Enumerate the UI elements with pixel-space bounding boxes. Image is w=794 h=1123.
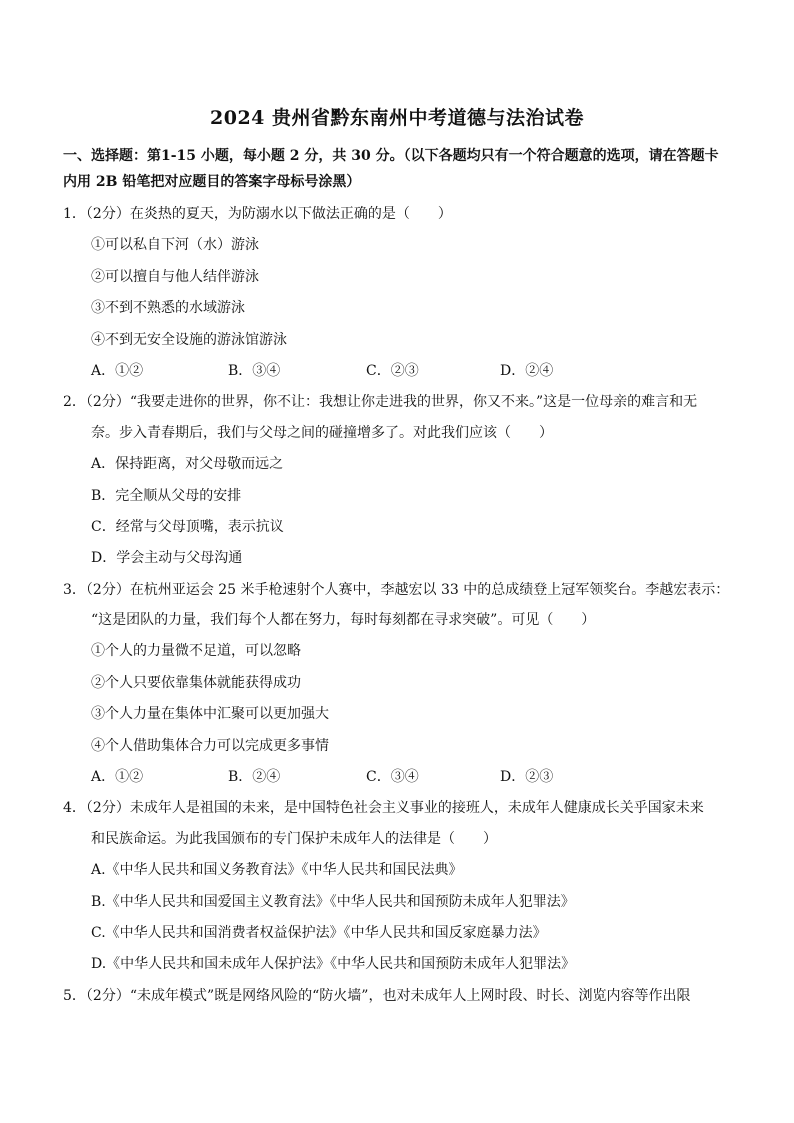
question-4-stem-line2: 和民族命运。为此我国颁布的专门保护未成年人的法律是（ ） [91,831,497,847]
question-1-option-c: C．②③ [366,363,419,379]
question-2-option-d: D．学会主动与父母沟通 [91,550,243,566]
question-4-option-d: D.《中华人民共和国未成年人保护法》《中华人民共和国预防未成年人犯罪法》 [91,956,576,972]
question-2-stem-line2: 奈。步入青春期后，我们与父母之间的碰撞增多了。对此我们应该（ ） [91,425,553,441]
question-4-option-c: C.《中华人民共和国消费者权益保护法》《中华人民共和国反家庭暴力法》 [91,925,547,941]
question-1-item: ②可以擅自与他人结伴游泳 [91,269,259,285]
question-3-item: ①个人的力量微不足道，可以忽略 [91,643,301,659]
question-1-item: ③不到不熟悉的水域游泳 [91,300,245,316]
section-instruction-line2: 内用 2B 铅笔把对应题目的答案字母标号涂黑） [63,174,361,190]
question-4-option-b: B.《中华人民共和国爱国主义教育法》《中华人民共和国预防未成年人犯罪法》 [91,894,575,910]
question-2-stem-line1: 2．（2分）“我要走进你的世界，你不让：我想让你走进我的世界，你又不来。”这是一位母亲的难言和无 [63,394,698,410]
question-1-option-a: A．①② [91,363,144,379]
question-3-item: ④个人借助集体合力可以完成更多事情 [91,738,329,754]
question-3-stem-line2: “这是团队的力量，我们每个人都在努力，每时每刻都在寻求突破”。可见（ ） [91,612,596,628]
question-5-stem-line1: 5．（2分）“未成年模式”既是网络风险的“防火墙”，也对未成年人上网时段、时长、浏览内容等作出限 [63,988,691,1004]
question-3-stem-line1: 3．（2分）在杭州亚运会 25 米手枪速射个人赛中，李越宏以 33 中的总成绩登上冠军领奖台。李越宏表示： [63,582,730,598]
question-1-item: ①可以私自下河（水）游泳 [91,237,259,253]
question-2-option-a: A．保持距离，对父母敬而远之 [91,456,284,472]
question-3-option-a: A．①② [91,769,144,785]
question-3-item: ③个人力量在集体中汇聚可以更加强大 [91,706,329,722]
question-3-option-c: C．③④ [366,769,419,785]
question-2-option-c: C．经常与父母顶嘴，表示抗议 [91,519,284,535]
page-title: 2024 贵州省黔东南州中考道德与法治试卷 [210,107,584,129]
question-1-option-d: D．②④ [500,363,554,379]
question-1-option-b: B．③④ [228,363,281,379]
question-4-stem-line1: 4．（2分）未成年人是祖国的未来，是中国特色社会主义事业的接班人，未成年人健康成长关乎国家未来 [63,800,704,816]
question-3-option-b: B．②④ [228,769,281,785]
question-2-option-b: B．完全顺从父母的安排 [91,488,242,504]
section-instruction-line1: 一、选择题：第1-15 小题，每小题 2 分，共 30 分。（以下各题均只有一个符合题意的选项，请在答题卡 [63,148,719,164]
question-1-stem: 1．（2分）在炎热的夏天，为防溺水以下做法正确的是（ ） [63,206,452,222]
question-3-item: ②个人只要依靠集体就能获得成功 [91,675,301,691]
question-3-option-d: D．②③ [500,769,554,785]
question-4-option-a: A.《中华人民共和国义务教育法》《中华人民共和国民法典》 [91,862,463,878]
question-1-item: ④不到无安全设施的游泳馆游泳 [91,332,287,348]
